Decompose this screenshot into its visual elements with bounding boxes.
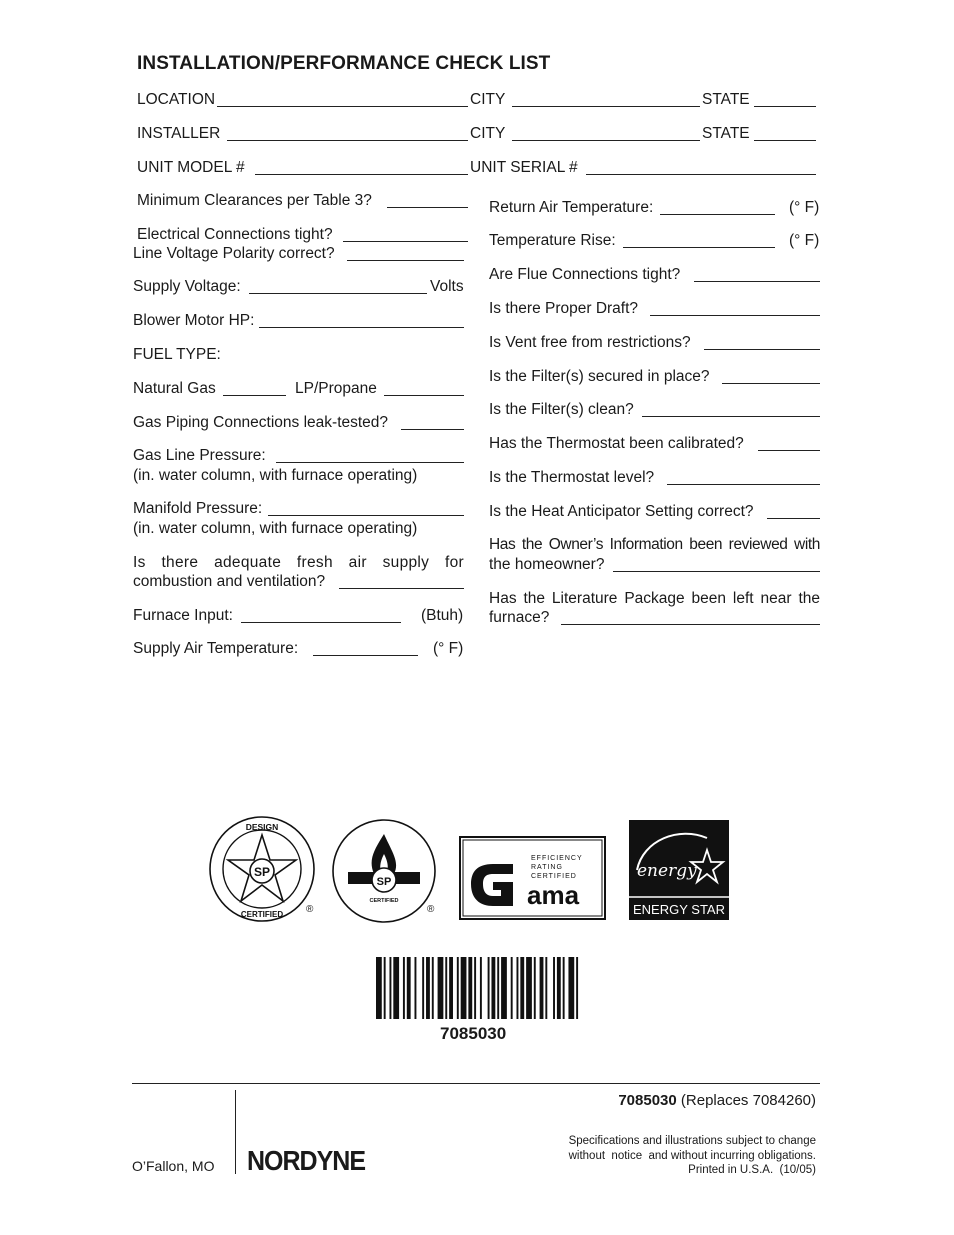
blower-hp-blank[interactable]	[259, 327, 464, 328]
natural-gas-blank[interactable]	[223, 395, 286, 396]
temp-rise-blank[interactable]	[623, 247, 775, 248]
flue-label: Are Flue Connections tight?	[489, 266, 681, 283]
electrical-blank[interactable]	[343, 241, 468, 242]
footer-location: O’Fallon, MO	[132, 1158, 215, 1174]
nordyne-logo: NORDYNE	[247, 1145, 366, 1177]
csa-flame-certified-logo	[330, 816, 442, 928]
installer-blank[interactable]	[227, 140, 468, 141]
vent-label: Is Vent free from restrictions?	[489, 334, 691, 351]
footer-divider	[235, 1090, 236, 1174]
installer-state-label: STATE	[702, 125, 750, 142]
page-title: INSTALLATION/PERFORMANCE CHECK LIST	[137, 53, 551, 74]
polarity-label: Line Voltage Polarity correct?	[133, 245, 335, 262]
fresh-air-line-1: Is there adequate fresh air supply for	[133, 554, 464, 571]
literature-line-1: Has the Literature Package been left near the	[489, 590, 820, 607]
lp-propane-blank[interactable]	[384, 395, 464, 396]
gas-line-pressure-blank[interactable]	[276, 462, 464, 463]
min-clearances-blank[interactable]	[387, 207, 468, 208]
registered-mark-1: ®	[306, 904, 314, 915]
blower-hp-label: Blower Motor HP:	[133, 312, 255, 329]
energy-star-logo	[629, 820, 729, 920]
gama-logo	[459, 836, 607, 920]
return-air-temp-label: Return Air Temperature:	[489, 199, 654, 216]
certified-text: CERTIFIED	[240, 910, 284, 919]
installer-state-blank[interactable]	[754, 140, 816, 141]
city-blank[interactable]	[512, 106, 700, 107]
supply-voltage-blank[interactable]	[249, 293, 427, 294]
gas-line-note: (in. water column, with furnace operating)	[133, 467, 418, 484]
owners-info-line-1: Has the Owner’s Information been reviewed with	[489, 536, 820, 553]
supply-air-temp-label: Supply Air Temperature:	[133, 640, 299, 657]
gas-piping-label: Gas Piping Connections leak-tested?	[133, 414, 389, 431]
location-blank[interactable]	[217, 106, 468, 107]
polarity-blank[interactable]	[347, 260, 464, 261]
literature-blank[interactable]	[561, 624, 820, 625]
heat-anticipator-blank[interactable]	[767, 518, 820, 519]
supply-voltage-label: Supply Voltage:	[133, 278, 241, 295]
filter-secured-label: Is the Filter(s) secured in place?	[489, 368, 710, 385]
unit-model-blank[interactable]	[255, 174, 468, 175]
disclaimer	[569, 1134, 816, 1178]
thermostat-calibrated-blank[interactable]	[758, 450, 820, 451]
lp-propane-label: LP/Propane	[295, 380, 377, 397]
barcode-number: 7085030	[440, 1024, 507, 1043]
gama-text: ama	[527, 880, 580, 910]
furnace-input-blank[interactable]	[241, 622, 401, 623]
thermostat-calibrated-label: Has the Thermostat been calibrated?	[489, 435, 744, 452]
draft-label: Is there Proper Draft?	[489, 300, 639, 317]
temp-rise-deg-unit: (° F)	[789, 232, 820, 249]
installer-city-label: CITY	[470, 125, 506, 142]
min-clearances-label: Minimum Clearances per Table 3?	[137, 192, 372, 209]
replaces-text: (Replaces 7084260)	[680, 1092, 816, 1109]
supply-air-temp-blank[interactable]	[313, 655, 418, 656]
draft-blank[interactable]	[650, 315, 820, 316]
state-blank[interactable]	[754, 106, 816, 107]
owners-info-line-2: the homeowner?	[489, 556, 605, 573]
gas-line-pressure-label: Gas Line Pressure:	[133, 447, 266, 464]
literature-line-2: furnace?	[489, 609, 550, 626]
csa-mark-text: SP	[253, 865, 271, 879]
vent-blank[interactable]	[704, 349, 820, 350]
fresh-air-line-2: combustion and ventilation?	[133, 573, 326, 590]
flue-blank[interactable]	[694, 281, 820, 282]
barcode-bars	[376, 957, 580, 1019]
csa-design-certified-logo	[208, 816, 320, 928]
csa-flame-mark-text: SP	[376, 876, 392, 888]
thermostat-level-label: Is the Thermostat level?	[489, 469, 655, 486]
manifold-pressure-blank[interactable]	[268, 515, 464, 516]
owners-info-blank[interactable]	[613, 571, 820, 572]
gama-line-1: EFFICIENCY	[531, 855, 583, 862]
temp-rise-label: Temperature Rise:	[489, 232, 616, 249]
energy-script: energy	[637, 861, 697, 881]
filter-clean-label: Is the Filter(s) clean?	[489, 401, 634, 418]
filter-secured-blank[interactable]	[722, 383, 820, 384]
registered-mark-2: ®	[427, 904, 435, 915]
heat-anticipator-label: Is the Heat Anticipator Setting correct?	[489, 503, 754, 520]
btuh-unit: (Btuh)	[421, 607, 464, 624]
location-label: LOCATION	[137, 91, 216, 108]
disclaimer-line-1: Specifications and illustrations subject to change	[568, 1135, 816, 1147]
installer-label: INSTALLER	[137, 125, 221, 142]
thermostat-level-blank[interactable]	[667, 484, 820, 485]
csa-flame-certified-text: CERTIFIED	[369, 898, 399, 904]
gama-line-3: CERTIFIED	[531, 873, 577, 880]
unit-serial-blank[interactable]	[586, 174, 816, 175]
barcode	[376, 957, 580, 1019]
fuel-type-label: FUEL TYPE:	[133, 346, 221, 363]
gas-piping-blank[interactable]	[401, 429, 464, 430]
manifold-pressure-label: Manifold Pressure:	[133, 500, 263, 517]
gama-line-2: RATING	[531, 864, 563, 871]
city-label: CITY	[470, 91, 506, 108]
natural-gas-label: Natural Gas	[133, 380, 216, 397]
furnace-input-label: Furnace Input:	[133, 607, 233, 624]
manifold-note: (in. water column, with furnace operating)	[133, 520, 418, 537]
volts-unit: Volts	[430, 278, 464, 295]
unit-serial-label: UNIT SERIAL #	[470, 159, 578, 176]
installer-city-blank[interactable]	[512, 140, 700, 141]
return-air-deg-unit: (° F)	[789, 199, 820, 216]
supply-air-deg-unit: (° F)	[433, 640, 464, 657]
doc-number: 7085030	[618, 1092, 677, 1109]
doc-number-line	[618, 1092, 816, 1109]
return-air-temp-blank[interactable]	[660, 214, 775, 215]
footer-rule	[132, 1083, 820, 1084]
disclaimer-line-2: without notice and without incurring obligations.	[568, 1149, 816, 1162]
fresh-air-blank[interactable]	[339, 588, 464, 589]
state-label: STATE	[702, 91, 750, 108]
filter-clean-blank[interactable]	[642, 416, 820, 417]
unit-model-label: UNIT MODEL #	[137, 159, 245, 176]
energy-star-text: ENERGY STAR	[633, 902, 725, 917]
disclaimer-line-3: Printed in U.S.A. (10/05)	[688, 1164, 816, 1176]
design-text: DESIGN	[245, 822, 279, 832]
electrical-label: Electrical Connections tight?	[137, 226, 333, 243]
